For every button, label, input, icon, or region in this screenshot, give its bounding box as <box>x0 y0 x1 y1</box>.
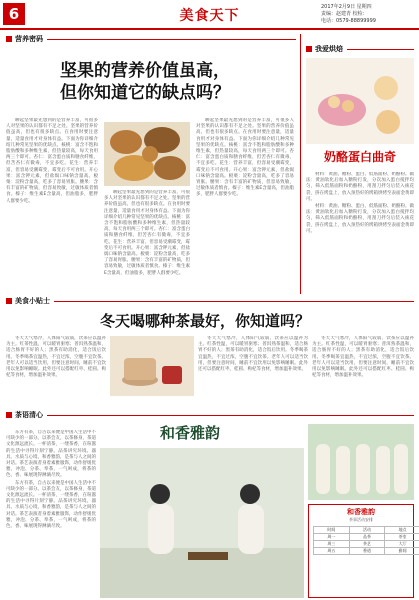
section-rule <box>347 49 414 50</box>
tea-ceremony-illustration <box>100 448 304 598</box>
section-title: 茶语清心 <box>15 411 43 419</box>
paragraph: 冬天天气寒冷，人体阳气较弱，饮茶应以温补为主。红茶性温，可以暖胃驱寒；普洱熟茶温和，适合肠胃不好的人；黑茶有助消化，适合饭后饮用。冬季喝茶宜温热，不宜过浓，空腹不宜饮茶。老年人可以适当饮用，但要注意时间，睡前不宜饮用以免影响睡眠。此外还可以搭配红枣、桂圆、枸杞等食材，增加温补效果。 <box>312 336 414 379</box>
headline-line-2: 但你知道它的缺点吗？ <box>60 83 230 103</box>
section-marker <box>6 412 12 418</box>
paragraph: 材料：黄油、糖粉、蛋白、低筋面粉、奶酪粉。做法：黄油软化后加入糖粉打发，分次加入蛋白搅拌均匀，筛入低筋面粉和奶酪粉，用刮刀拌匀后装入裱花袋，挤在烤盘上，放入预热好的烤箱烘烤至表面金黄即可。 <box>306 204 414 234</box>
table-cell: 地点 <box>385 527 419 534</box>
paragraph: 聊起坚果最先想到的是营养丰富，可很多人对坚果的认识都有不足之处。坚果的营养价值虽高，但也有很多缺点。在食用时要注意量，适量食用才对身体有益。下面为你详细介绍几种常见坚果的优缺点。核桃：富含不饱和脂肪酸和多种维生素，但热量较高，每天食用两三个即可。杏仁：富含蛋白质和膳食纤维，但苦杏仁有微毒，不宜多吃。花生：营养丰富，但容易受潮霉变，霉变后不可食用。开心果：富含钾元素，但盐焗口味钠含量高。板栗：淀粉含量高，吃多了容易胃胀。腰果：含有丰富的矿物质，但容易致敏，过敏体质者慎食。榛子：维生素E含量高，但油脂多，肥胖人群要少吃。 <box>104 190 190 276</box>
section-title: 美食小贴士 <box>15 297 50 305</box>
article-headline-tea: 和香雅韵 <box>159 424 220 442</box>
section-rule <box>47 39 296 40</box>
article-body-tea <box>6 430 96 598</box>
table-cell: 周一 <box>314 534 350 541</box>
tea-group-photo <box>308 424 414 500</box>
section-marker <box>6 298 12 304</box>
section-nutrition <box>6 34 296 44</box>
masthead: 美食天下 <box>179 8 240 24</box>
table-cell: 周三 <box>314 541 350 548</box>
paragraph: 聊起坚果最先想到的是营养丰富，可很多人对坚果的认识都有不足之处。坚果的营养价值虽高，但也有很多缺点。在食用时要注意量，适量食用才对身体有益。下面为你详细介绍几种常见坚果的优缺点。核桃：富含不饱和脂肪酸和多种维生素，但热量较高，每天食用两三个即可。杏仁：富含蛋白质和膳食纤维，但苦杏仁有微毒，不宜多吃。花生：营养丰富，但容易受潮霉变，霉变后不可食用。开心果：富含钾元素，但盐焗口味钠含量高。板栗：淀粉含量高，吃多了容易胃胀。腰果：含有丰富的矿物质，但容易致敏，过敏体质者慎食。榛子：维生素E含量高，但油脂多，肥胖人群要少吃。 <box>196 118 294 198</box>
article-body-nuts-col2 <box>104 190 190 286</box>
article-body-winter-col3 <box>312 336 414 406</box>
column-divider <box>300 34 301 294</box>
article-headline-cookies: 奶酪蛋白曲奇 <box>323 150 396 164</box>
tea-photo <box>110 336 194 396</box>
table-cell: 周五 <box>314 548 350 555</box>
table-cell: 活动 <box>349 527 385 534</box>
article-body-cookies <box>306 172 414 294</box>
table-row <box>314 541 419 548</box>
article-body-winter-col1 <box>6 336 106 406</box>
paragraph: 冬天天气寒冷，人体阳气较弱，饮茶应以温补为主。红茶性温，可以暖胃驱寒；普洱熟茶温和，适合肠胃不好的人；黑茶有助消化，适合饭后饮用。冬季喝茶宜温热，不宜过浓，空腹不宜饮茶。老年人可以适当饮用，但要注意时间，睡前不宜饮用以免影响睡眠。此外还可以搭配红枣、桂圆、枸杞等食材，增加温补效果。 <box>6 336 106 379</box>
tea-group-illustration <box>308 424 414 500</box>
paragraph: 冬天天气寒冷，人体阳气较弱，饮茶应以温补为主。红茶性温，可以暖胃驱寒；普洱熟茶温和，适合肠胃不好的人；黑茶有助消化，适合饭后饮用。冬季喝茶宜温热，不宜过浓，空腹不宜饮茶。老年人可以适当饮用，但要注意时间，睡前不宜饮用以免影响睡眠。此外还可以搭配红枣、桂圆、枸杞等食材，增加温补效果。 <box>198 336 308 373</box>
table-cell: 茶室 <box>385 534 419 541</box>
section-marker <box>6 36 12 42</box>
table-row <box>314 527 419 534</box>
meta-date: 2017年2月9日 星期四 <box>321 4 372 10</box>
paragraph: 东方有茶，自古以来便是中国人生活中不可缺少的一部分。以茶会友，以茶修身，茶道文化源远流长。一杯清茶，一缕茶香，在喧嚣的生活中寻得片刻宁静。品茶讲究环境、器具、水质与心境，和香雅韵，是茶与人之间的对话。茶艺表演者身着素雅服饰，动作舒缓优雅，冲泡、分茶、奉茶，一气呵成，将茶的色、香、味展现得淋漓尽致。 <box>6 480 96 530</box>
tea-illustration <box>110 336 194 396</box>
paragraph: 聊起坚果最先想到的是营养丰富，可很多人对坚果的认识都有不足之处。坚果的营养价值虽高，但也有很多缺点。在食用时要注意量，适量食用才对身体有益。下面为你详细介绍几种常见坚果的优缺点。核桃：富含不饱和脂肪酸和多种维生素，但热量较高，每天食用两三个即可。杏仁：富含蛋白质和膳食纤维，但苦杏仁有微毒，不宜多吃。花生：营养丰富，但容易受潮霉变，霉变后不可食用。开心果：富含钾元素，但盐焗口味钠含量高。板栗：淀粉含量高，吃多了容易胃胀。腰果：含有丰富的矿物质，但容易致敏，过敏体质者慎食。榛子：维生素E含量高，但油脂多，肥胖人群要少吃。 <box>6 118 98 204</box>
schedule-table <box>313 526 419 555</box>
tea-ceremony-photo <box>100 448 304 598</box>
table-cell: 大厅 <box>385 541 419 548</box>
cookies-photo <box>306 58 414 144</box>
header-meta <box>321 4 413 25</box>
nuts-photo <box>104 122 190 186</box>
table-row <box>314 534 419 541</box>
article-headline-nuts <box>20 60 270 104</box>
section-winter-tea <box>6 296 414 306</box>
paragraph: 材料：黄油、糖粉、蛋白、低筋面粉、奶酪粉。做法：黄油软化后加入糖粉打发，分次加入蛋白搅拌均匀，筛入低筋面粉和奶酪粉，用刮刀拌匀后装入裱花袋，挤在烤盘上，放入预热好的烤箱烘烤至表面金黄即可。 <box>306 172 414 202</box>
page-header <box>0 0 419 30</box>
meta-phone: 电话：0579-88899999 <box>321 18 376 24</box>
article-headline-winter-tea: 冬天喝哪种茶最好，你知道吗？ <box>99 312 310 330</box>
table-cell: 雅间 <box>385 548 419 555</box>
article-body-nuts-col1 <box>6 118 98 286</box>
section-rule <box>47 415 414 416</box>
table-cell: 香道 <box>349 548 385 555</box>
table-row <box>314 548 419 555</box>
section-tea-culture <box>6 410 414 420</box>
box-subtitle: 茶事活动安排 <box>349 517 373 522</box>
section-title: 营养密码 <box>15 35 43 43</box>
table-cell: 茶艺 <box>349 541 385 548</box>
headline-line-1: 坚果的营养价值虽高， <box>60 61 230 81</box>
box-title: 和香雅韵 <box>347 508 375 516</box>
page-number: 6 <box>3 3 25 25</box>
cookies-illustration <box>306 58 414 144</box>
meta-editor: 责编：赵建青 校检： <box>321 11 368 17</box>
table-cell: 品茶 <box>349 534 385 541</box>
section-title: 我爱烘焙 <box>315 45 343 53</box>
article-body-nuts-col3 <box>196 118 294 286</box>
article-body-winter-col2 <box>198 336 308 406</box>
section-baking <box>306 44 414 54</box>
table-cell: 时间 <box>314 527 350 534</box>
section-rule <box>54 301 414 302</box>
paragraph: 东方有茶，自古以来便是中国人生活中不可缺少的一部分。以茶会友，以茶修身，茶道文化源远流长。一杯清茶，一缕茶香，在喧嚣的生活中寻得片刻宁静。品茶讲究环境、器具、水质与心境，和香雅韵，是茶与人之间的对话。茶艺表演者身着素雅服饰，动作舒缓优雅，冲泡、分茶、奉茶，一气呵成，将茶的色、香、味展现得淋漓尽致。 <box>6 430 96 479</box>
tea-schedule-box <box>308 504 414 598</box>
section-marker <box>306 46 312 52</box>
nuts-illustration <box>104 122 190 186</box>
